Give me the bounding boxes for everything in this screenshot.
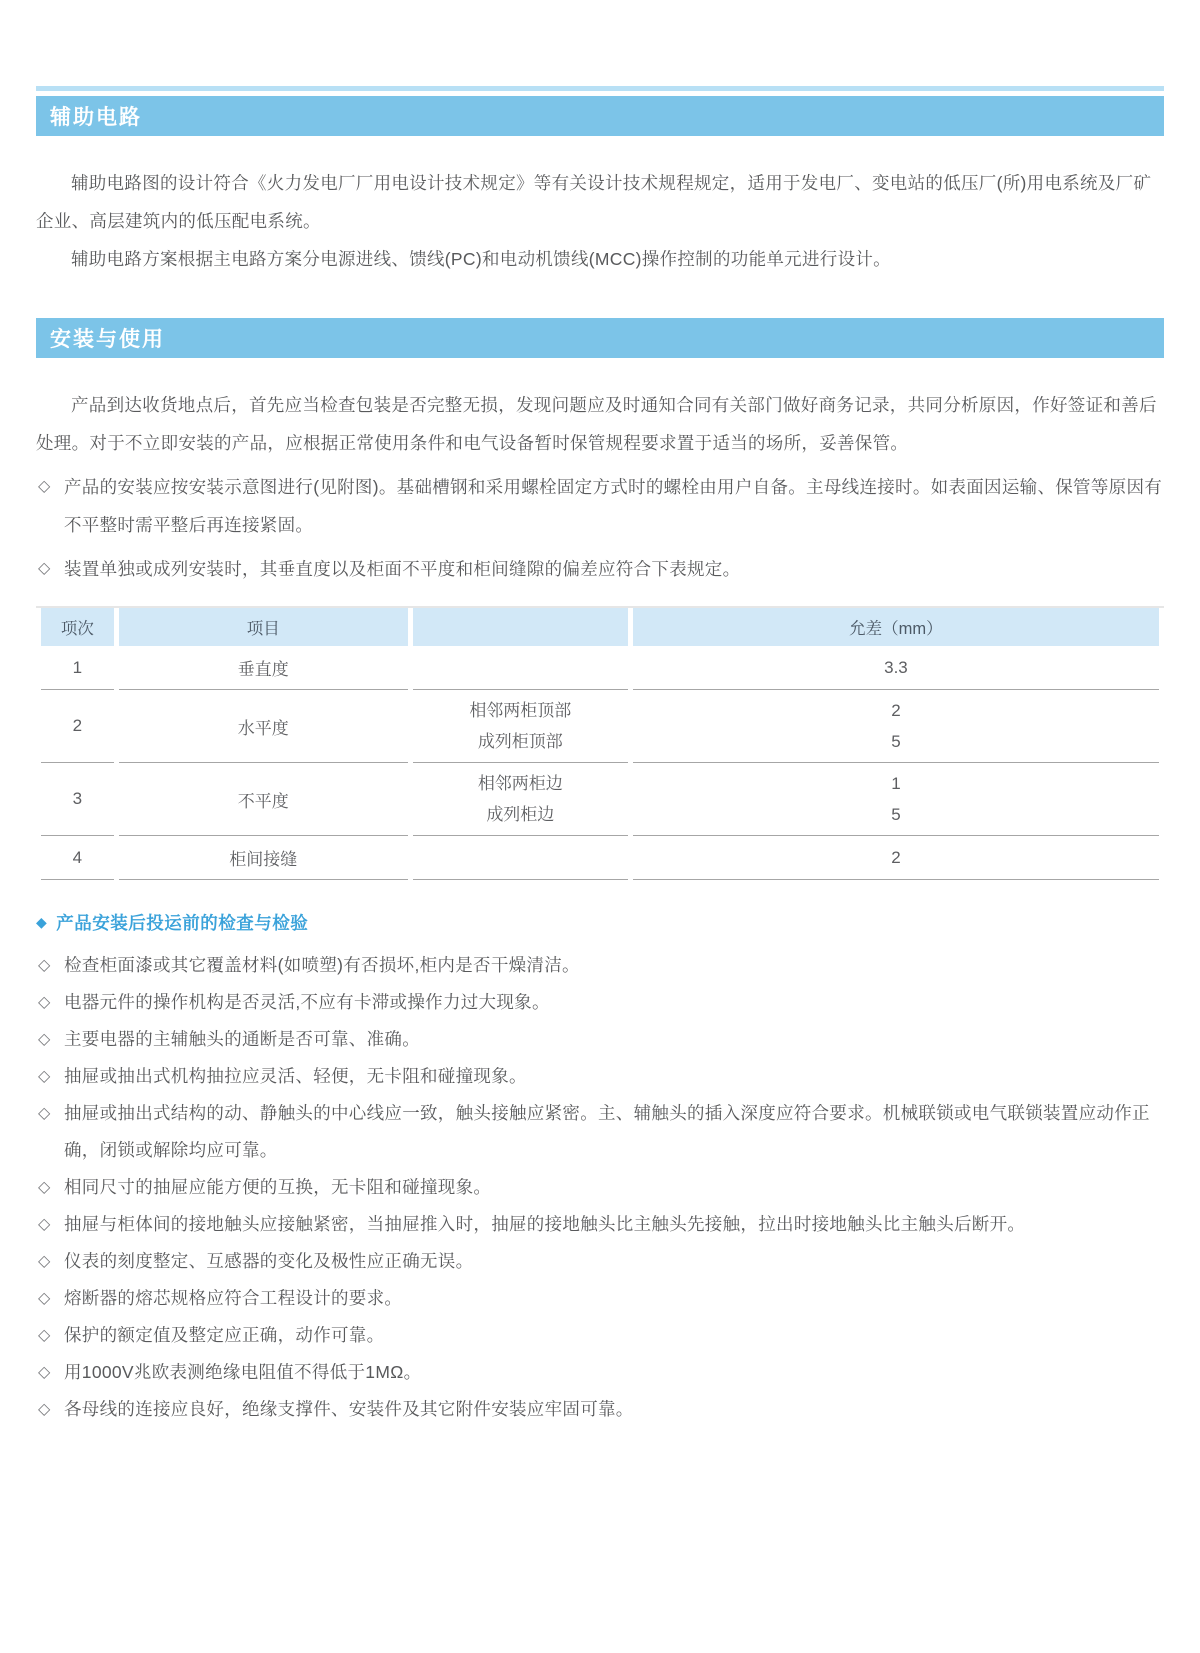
tolerance-table-header (41, 608, 1159, 646)
cell-subitem (413, 836, 628, 880)
paragraph: 辅助电路方案根据主电路方案分电源进线、馈线(PC)和电动机馈线(MCC)操作控制的功能单元进行设计。 (71, 249, 891, 269)
table-row (41, 763, 1159, 836)
diamond-outline-icon: ◇ (38, 1179, 51, 1196)
checklist-item-text: 抽屉与柜体间的接地触头应接触紧密，当抽屉推入时，抽屉的接地触头比主触头先接触，拉出时接地触头比主触头后断开。 (64, 1214, 1026, 1234)
section-banner-install-use (36, 318, 1164, 358)
cell-tolerance (633, 690, 1159, 763)
section-title: 安装与使用 (50, 328, 165, 351)
cell-index: 2 (41, 690, 114, 763)
diamond-outline-icon: ◇ (38, 994, 51, 1011)
checklist-item (36, 1354, 1164, 1391)
install-bullet-list (36, 468, 1164, 588)
subitem-line: 相邻两柜顶部 (469, 701, 572, 720)
section-banner-auxiliary-circuit (36, 96, 1164, 136)
column-header-subitem (413, 608, 628, 646)
section-title: 辅助电路 (50, 106, 142, 129)
diamond-outline-icon: ◇ (38, 1216, 51, 1233)
cell-item: 柜间接缝 (119, 836, 408, 880)
cell-item: 水平度 (119, 690, 408, 763)
cell-index: 3 (41, 763, 114, 836)
checklist-item (36, 1280, 1164, 1317)
diamond-outline-icon: ◇ (38, 478, 51, 495)
table-row (41, 646, 1159, 690)
bullet-text: 产品的安装应按安装示意图进行(见附图)。基础槽钢和采用螺栓固定方式时的螺栓由用户自备。主母线连接时。如表面因运输、保管等原因有不平整时需平整后再连接紧固。 (64, 477, 1163, 535)
bullet-item (36, 468, 1164, 544)
diamond-outline-icon: ◇ (38, 1327, 51, 1344)
checklist-item-text: 各母线的连接应良好，绝缘支撑件、安装件及其它附件安装应牢固可靠。 (64, 1399, 634, 1419)
subitem-line: 相邻两柜边 (477, 774, 563, 793)
table-row (41, 690, 1159, 763)
cell-subitem (413, 763, 628, 836)
diamond-outline-icon: ◇ (38, 560, 51, 577)
column-header-index: 项次 (41, 608, 114, 646)
install-intro-block (36, 386, 1164, 462)
cell-subitem (413, 690, 628, 763)
checklist-item (36, 1243, 1164, 1280)
diamond-solid-icon: ◆ (36, 914, 48, 930)
checklist-item (36, 984, 1164, 1021)
checklist-item-text: 主要电器的主辅触头的通断是否可靠、准确。 (64, 1029, 420, 1049)
checklist-item-text: 仪表的刻度整定、互感器的变化及极性应正确无误。 (64, 1251, 474, 1271)
tolerance-table (36, 606, 1164, 880)
cell-item: 不平度 (119, 763, 408, 836)
paragraph: 产品到达收货地点后，首先应当检查包装是否完整无损，发现问题应及时通知合同有关部门做好商务记录，共同分析原因，作好签证和善后处理。对于不立即安装的产品，应根据正常使用条件和电气设备暂时保管规程要求置于适当的场所，妥善保管。 (36, 395, 1157, 453)
subitem-line: 成列柜顶部 (477, 732, 563, 751)
diamond-outline-icon: ◇ (38, 1290, 51, 1307)
tolerance-line: 1 (891, 774, 901, 793)
auxiliary-circuit-paragraphs (36, 164, 1164, 278)
checklist-item-text: 电器元件的操作机构是否灵活,不应有卡滞或操作力过大现象。 (64, 992, 550, 1012)
checklist-item-text: 抽屉或抽出式结构的动、静触头的中心线应一致，触头接触应紧密。主、辅触头的插入深度应符合要求。机械联锁或电气联锁装置应动作正确，闭锁或解除均应可靠。 (64, 1103, 1150, 1160)
checklist-item (36, 947, 1164, 984)
diamond-outline-icon: ◇ (38, 1401, 51, 1418)
checklist-item-text: 抽屉或抽出式机构抽拉应灵活、轻便，无卡阻和碰撞现象。 (64, 1066, 527, 1086)
column-header-tolerance: 允差（mm） (633, 608, 1159, 646)
checklist-item-text: 用1000V兆欧表测绝缘电阻值不得低于1MΩ。 (64, 1362, 422, 1382)
checklist-item (36, 1317, 1164, 1354)
diamond-outline-icon: ◇ (38, 1068, 51, 1085)
bullet-text: 装置单独或成列安装时，其垂直度以及柜面不平度和柜间缝隙的偏差应符合下表规定。 (64, 559, 741, 579)
checklist-item (36, 1095, 1164, 1169)
checklist-heading (36, 910, 1164, 935)
column-header-item: 项目 (119, 608, 408, 646)
checklist-item-text: 熔断器的熔芯规格应符合工程设计的要求。 (64, 1288, 403, 1308)
cell-index: 1 (41, 646, 114, 690)
checklist-heading-text: 产品安装后投运前的检查与检验 (56, 913, 309, 933)
checklist-item (36, 1058, 1164, 1095)
cell-tolerance (633, 763, 1159, 836)
cell-index: 4 (41, 836, 114, 880)
table-row (41, 836, 1159, 880)
paragraph: 辅助电路图的设计符合《火力发电厂厂用电设计技术规定》等有关设计技术规程规定，适用于发电厂、变电站的低压厂(所)用电系统及厂矿企业、高层建筑内的低压配电系统。 (36, 173, 1152, 231)
tolerance-line: 2 (891, 701, 901, 720)
checklist-item (36, 1021, 1164, 1058)
checklist (36, 947, 1164, 1428)
tolerance-line: 5 (891, 732, 901, 751)
diamond-outline-icon: ◇ (38, 1105, 51, 1122)
checklist-item-text: 检查柜面漆或其它覆盖材料(如喷塑)有否损坏,柜内是否干燥清洁。 (64, 955, 580, 975)
checklist-item (36, 1169, 1164, 1206)
diamond-outline-icon: ◇ (38, 957, 51, 974)
subitem-line: 成列柜边 (486, 805, 555, 824)
checklist-item (36, 1206, 1164, 1243)
cell-tolerance: 3.3 (633, 646, 1159, 690)
checklist-item-text: 相同尺寸的抽屉应能方便的互换，无卡阻和碰撞现象。 (64, 1177, 492, 1197)
cell-tolerance: 2 (633, 836, 1159, 880)
diamond-outline-icon: ◇ (38, 1364, 51, 1381)
bullet-item (36, 550, 1164, 588)
cell-subitem (413, 646, 628, 690)
tolerance-line: 5 (891, 805, 901, 824)
checklist-item (36, 1391, 1164, 1428)
diamond-outline-icon: ◇ (38, 1253, 51, 1270)
cell-item: 垂直度 (119, 646, 408, 690)
page-content (0, 86, 1200, 1428)
section-top-rule (36, 86, 1164, 91)
checklist-item-text: 保护的额定值及整定应正确，动作可靠。 (64, 1325, 385, 1345)
diamond-outline-icon: ◇ (38, 1031, 51, 1048)
